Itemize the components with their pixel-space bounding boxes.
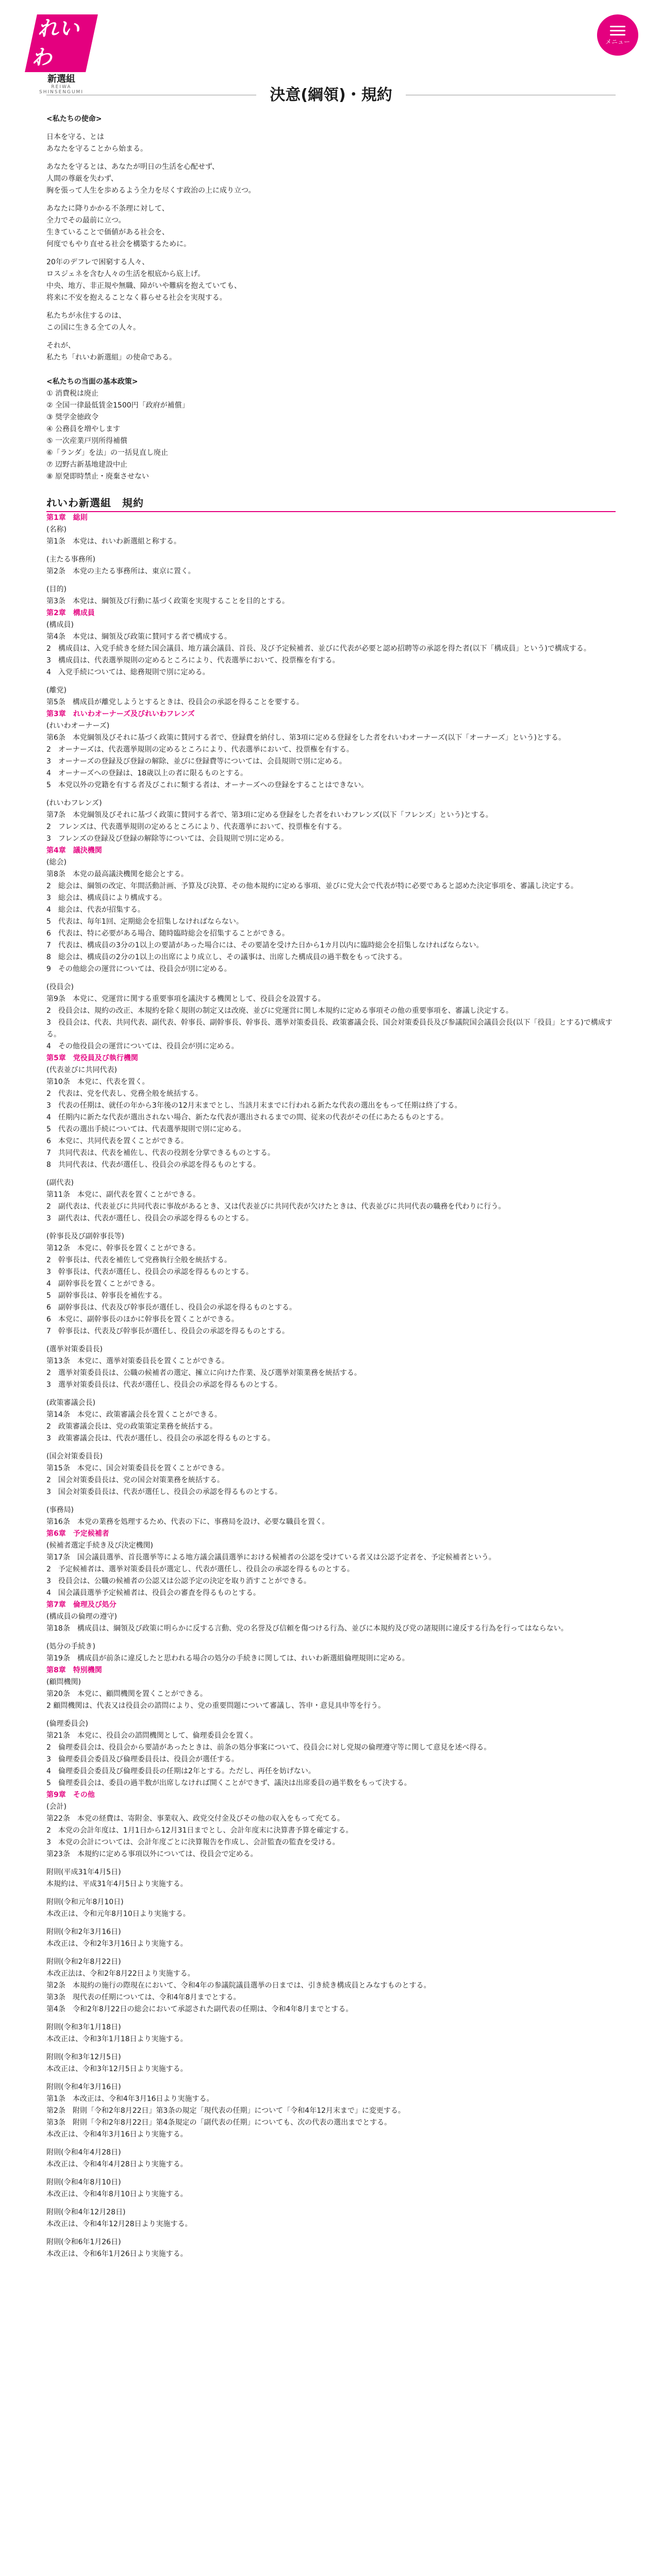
spacer	[46, 1890, 616, 1896]
article-line: 3 代表の任期は、就任の年から3年後の12月末までとし、当該月末までに行われる新たな代表の選出をもって任期は終了する。	[46, 1101, 462, 1110]
regulations-title: れいわ新選組 規約	[46, 497, 616, 512]
chapter-title: 第2章 構成員	[46, 609, 95, 617]
article-line: 3 幹事長は、代表が選任し、役員会の承認を得るものとする。	[46, 1268, 253, 1276]
article-line: (総会)	[46, 858, 67, 867]
article-line: 2 総会は、綱領の改定、年間活動計画、予算及び決算、その他本規約に定める事項、並びに党大会で代表が特に必要であると認めた決定事項を、審議し決定する。	[46, 882, 578, 890]
amendment-line: 本改正法は、令和2年8月22日より実施する。	[46, 1970, 195, 1978]
article-line: (副代表)	[46, 1179, 74, 1187]
mission-line: あなたを守ることから始まる。	[46, 145, 147, 153]
article-line: 第12条 本党に、幹事長を置くことができる。	[46, 1244, 200, 1252]
amendment-line: 第3条 現代表の任期については、令和4年8月までとする。	[46, 1993, 241, 2002]
article-line: 3 政策審議会長は、代表が選任し、役員会の承認を得るものとする。	[46, 1434, 275, 1443]
amendment-line: 本改正は、令和元年8月10日より実施する。	[46, 1910, 190, 1918]
amendment-line: 第4条 令和2年8月22日の総会において承認された副代表の任期は、令和4年8月までとする。	[46, 2005, 353, 2013]
article-line: 5 倫理委員会は、委員の過半数が出席しなければ開くことができず、議決は出席委員の過半数をもって決する。	[46, 1779, 411, 1787]
mission-line: 中央、地方、非正規や無職、障がいや難病を抱えていても、	[46, 282, 241, 290]
mission-line: 人間の尊厳を失わず、	[46, 175, 118, 183]
article-line: (選挙対策委員長)	[46, 1345, 103, 1353]
article-line: 5 本党以外の党籍を有する者及びこれに類する者は、オーナーズへの登録をすることはできない。	[46, 781, 369, 789]
article-line: (目的)	[46, 585, 67, 594]
article-line: 3 国会対策委員長は、代表が選任し、役員会の承認を得るものとする。	[46, 1488, 282, 1496]
policy-item: ② 全国一律最低賃金1500円「政府が補償」	[46, 401, 189, 410]
article-line: 8 総会は、構成員の2分の1以上の出席により成立し、その議事は、出席した構成員の過半数をもって決する。	[46, 953, 407, 961]
hamburger-icon	[610, 26, 625, 36]
spacer	[46, 1337, 616, 1344]
article-line: (顧問機関)	[46, 1678, 81, 1686]
chapter-title: 第4章 議決機関	[46, 846, 102, 855]
article-line: 第13条 本党に、選挙対策委員長を置くことができる。	[46, 1357, 229, 1365]
article-line: (役員会)	[46, 983, 74, 991]
article-line: (事務局)	[46, 1506, 74, 1514]
article-line: 7 幹事長は、代表及び幹事長が選任し、役員会の承認を得るものとする。	[46, 1327, 289, 1335]
amendment-heading: 附則(令和3年1月18日)	[46, 2023, 121, 2031]
amendment-heading: 附則(令和3年12月5日)	[46, 2053, 121, 2061]
article-line: 6 副幹事長は、代表及び幹事長が選任し、役員会の承認を得るものとする。	[46, 1303, 296, 1312]
policy-item: ⑥「ランダ」を法」の一括見直し廃止	[46, 449, 168, 457]
article-line: 3 選挙対策委員長は、代表が選任し、役員会の承認を得るものとする。	[46, 1381, 282, 1389]
spacer	[46, 125, 616, 131]
article-line: 9 その他総会の運営については、役員会が別に定める。	[46, 965, 231, 973]
amendment-line: 本改正は、令和4年8月10日より実施する。	[46, 2190, 188, 2198]
mission-line: 20年のデフレで困窮する人々、	[46, 258, 150, 266]
article-line: 2 本党の会計年度は、1月1日から12月31日までとし、会計年度末に決算書予算を確定する。	[46, 1826, 353, 1835]
article-line: (候補者選定手続き及び決定機関)	[46, 1541, 153, 1550]
amendment-line: 本改正は、令和4年12月28日より実施する。	[46, 2220, 192, 2228]
spacer	[46, 2075, 616, 2081]
article-line: 2 顧問機関は、代表又は役員会の諮問により、党の重要問題について審議し、答申・意見具申等を行う。	[46, 1702, 386, 1710]
amendment-line: 第3条 附則「令和2年8月22日」第4条規定の「副代表の任期」についても、次の代表の選出までとする。	[46, 2119, 392, 2127]
spacer	[46, 304, 616, 310]
spacer	[46, 2230, 616, 2236]
article-line: (幹事長及び副幹事長等)	[46, 1232, 124, 1241]
amendment-heading: 附則(令和4年4月28日)	[46, 2148, 121, 2157]
article-line: 7 共同代表は、代表を補佐し、代表の役割を分掌できるものとする。	[46, 1149, 275, 1157]
article-line: (れいわフレンズ)	[46, 799, 102, 807]
mission-line: 将来に不安を抱えることなく暮らせる社会を実現する。	[46, 294, 227, 302]
spacer	[46, 791, 616, 798]
mission-line: 日本を守る、とは	[46, 133, 104, 141]
article-line: 3 役員会は、代表、共同代表、副代表、幹事長、副幹事長、幹事長、選挙対策委員長、政策審議会長、国会対策委員長及び参議院国会議員会長(以下「役員」とする)で構成する。	[46, 1019, 613, 1039]
article-line: 2 構成員は、入党手続きを経た国会議員、地方議会議員、首長、及び予定候補者、並びに代表が必要と認め招聘等の承認を得た者(以下「構成員」という)で構成する。	[46, 645, 591, 653]
article-line: 第6条 本党綱領及びそれに基づく政策に賛同する者で、登録費を納付し、第3項に定める登録をした者をれいわオーナーズ(以下「オーナーズ」という)とする。	[46, 734, 566, 742]
article-line: 4 国会議員選挙予定候補者は、役員会の審査を得るものとする。	[46, 1589, 260, 1597]
mission-line: 私たちが永住するのは、	[46, 312, 126, 320]
article-line: 第1条 本党は、れいわ新選組と称する。	[46, 537, 181, 546]
policy-item: ④ 公務員を増やします	[46, 425, 121, 433]
mission-line: 全力でその最前に立つ。	[46, 216, 126, 225]
article-line: 4 その他役員会の運営については、役員会が別に定める。	[46, 1042, 239, 1050]
article-line: 第10条 本党に、代表を置く。	[46, 1078, 150, 1086]
article-line: (れいわオーナーズ)	[46, 722, 110, 730]
spacer	[46, 1171, 616, 1177]
article-line: (国会対策委員長)	[46, 1452, 103, 1461]
amendment-line: 第2条 附則「令和2年8月22日」第3条の規定「現代表の任期」について「令和4年12月末まで」に変更する。	[46, 2107, 405, 2115]
mission-line: 胸を張って人生を歩めるよう全力を尽くす政治の上に成り立つ。	[46, 187, 256, 195]
amendment-heading: 附則(令和6年1月26日)	[46, 2238, 121, 2246]
amendment-history	[46, 1867, 616, 2266]
article-line: (離党)	[46, 686, 67, 694]
amendment-heading: 附則(令和4年12月28日)	[46, 2208, 126, 2216]
spacer	[46, 578, 616, 584]
article-line: 2 国会対策委員長は、党の国会対策業務を統括する。	[46, 1476, 224, 1484]
article-line: (政策審議会長)	[46, 1399, 95, 1407]
article-line: 第4条 本党は、綱領及び政策に賛同する者で構成する。	[46, 633, 231, 641]
article-line: 第9条 本党に、党運営に関する重要事項を議決する機関として、役員会を設置する。	[46, 995, 325, 1003]
spacer	[46, 250, 616, 257]
article-line: 4 任期内に新たな代表が選出されない場合、新たな代表が選出されるまでの間、従来の代表がその任にあたるものとする。	[46, 1113, 448, 1122]
article-line: (構成員の倫理の遵守)	[46, 1613, 117, 1621]
article-line: 5 代表の選出手続については、代表選挙規則で別に定める。	[46, 1125, 246, 1133]
menu-label: メニュー	[605, 38, 630, 45]
article-line: 第18条 構成員は、綱領及び政策に明らかに反する言動、党の名誉及び信頼を傷つける行為、並びに本規約及び党の諸規則に違反する行為を行ってはならない。	[46, 1624, 568, 1633]
policy-list	[46, 388, 616, 483]
article-line: 3 倫理委員会委員及び倫理委員長は、役員会が選任する。	[46, 1755, 239, 1764]
article-line: 2 倫理委員会は、役員会から要請があったときは、前条の処分事案について、役員会に対し党規の倫理遵守等に関して意見を述べ得る。	[46, 1743, 491, 1752]
policy-item: ⑦ 辺野古新基地建設中止	[46, 461, 128, 469]
amendment-heading: 附則(令和元年8月10日)	[46, 1898, 124, 1906]
spacer	[46, 334, 616, 340]
article-line: (代表並びに共同代表)	[46, 1066, 117, 1074]
mission-line: ロスジェネを含む人々の生活を根底から底上げ。	[46, 270, 205, 278]
spacer	[46, 197, 616, 203]
article-line: 6 本党に、副幹事長のほかに幹事長を置くことができる。	[46, 1315, 239, 1324]
mission-text	[46, 125, 616, 364]
spacer	[46, 1445, 616, 1451]
article-line: 3 フレンズの登録及び登録の解除等については、会員規則で別に定める。	[46, 835, 289, 843]
amendment-line: 本改正は、令和3年1月18日より実施する。	[46, 2035, 188, 2043]
article-line: 第21条 本党に、役員会の諮問機関として、倫理委員会を置く。	[46, 1732, 258, 1740]
article-line: 第22条 本党の経費は、寄附金、事業収入、政党交付金及びその他の収入をもって充てる。	[46, 1815, 344, 1823]
article-line: 4 副幹事長を置くことができる。	[46, 1280, 159, 1288]
mission-line: 生きていることで価値がある社会を、	[46, 228, 169, 236]
article-line: 2 副代表は、代表並びに共同代表に事故があるとき、又は代表並びに共同代表が欠けたときは、代表並びに共同代表の職務を代わりに行う。	[46, 1202, 506, 1211]
spacer	[46, 975, 616, 981]
article-line: 第15条 本党に、国会対策委員長を置くことができる。	[46, 1464, 229, 1472]
chapter-title: 第7章 倫理及び処分	[46, 1601, 117, 1609]
policies-heading: <私たちの当面の基本政策>	[46, 378, 138, 386]
main-content	[0, 113, 662, 2266]
amendment-line: 本改正は、令和4年3月16日より実施する。	[46, 2130, 188, 2139]
article-line: 8 共同代表は、代表が選任し、役員会の承認を得るものとする。	[46, 1161, 260, 1169]
article-line: 第17条 国会議員選挙、首長選挙等による地方議会議員選挙における候補者の公認を受けている者又は公認予定者を、予定候補者という。	[46, 1553, 496, 1562]
article-line: 3 オーナーズの登録及び登録の解除、並びに登録費等については、会員規則で別に定める。	[46, 757, 346, 766]
article-line: 3 本党の会計については、会計年度ごとに決算報告を作成し、会計監査の監査を受ける。	[46, 1838, 340, 1846]
spacer	[46, 1950, 616, 1956]
article-line: (会計)	[46, 1803, 67, 1811]
mission-line: あなたに降りかかる不条理に対して、	[46, 205, 169, 213]
logo-text-reiwa: れいわ	[25, 14, 98, 72]
menu-button[interactable]	[597, 14, 638, 56]
amendment-line: 本改正は、令和2年3月16日より実施する。	[46, 1940, 188, 1948]
article-line: 6 本党に、共同代表を置くことができる。	[46, 1137, 188, 1145]
mission-line: それが、	[46, 342, 75, 350]
policy-item: ③ 奨学金徳政令	[46, 413, 99, 421]
article-line: 第5条 構成員が離党しようとするときは、役員会の承認を得ることを要する。	[46, 698, 304, 706]
mission-line: あなたを守るとは、あなたが明日の生活を心配せず、	[46, 163, 219, 171]
amendment-heading: 附則(令和4年8月10日)	[46, 2178, 121, 2187]
amendment-heading: 附則(平成31年4月5日)	[46, 1868, 121, 1876]
amendment-line: 本改正は、令和4年4月28日より実施する。	[46, 2160, 188, 2168]
article-line: 5 代表は、毎年1回、定期総会を招集しなければならない。	[46, 918, 243, 926]
article-line: 4 入党手続については、総務規則で別に定める。	[46, 668, 210, 676]
spacer	[46, 1712, 616, 1718]
article-line: 第3条 本党は、綱領及び行動に基づく政策を実現することを目的とする。	[46, 597, 289, 605]
article-line: 3 構成員は、代表選挙規則の定めるところにより、代表選挙において、投票権を有する。	[46, 656, 340, 665]
article-line: 2 選挙対策委員長は、公職の候補者の選定、擁立に向けた作業、及び選挙対策業務を統括する。	[46, 1369, 361, 1377]
article-line: 2 役員会は、規約の改正、本規約を除く規則の制定又は改廃、並びに党運営に関し本規約に定める事項その他の重要事項を、審議し決定する。	[46, 1007, 513, 1015]
spacer	[46, 2171, 616, 2177]
spacer	[46, 2141, 616, 2147]
chapter-title: 第6章 予定候補者	[46, 1530, 109, 1538]
article-line: 第23条 本規約に定める事項以外については、役員会で定める。	[46, 1850, 258, 1858]
article-line: 第19条 構成員が前条に違反したと思われる場合の処分の手続きに関しては、れいわ新選組倫理規則に定める。	[46, 1654, 409, 1663]
chapter-title: 第5章 党役員及び執行機関	[46, 1054, 138, 1062]
article-line: 3 役員会は、公職の候補者の公認又は公認予定の決定を取り消すことができる。	[46, 1577, 311, 1585]
amendment-heading: 附則(令和2年8月22日)	[46, 1958, 121, 1966]
article-line: 4 オーナーズへの登録は、18歳以上の者に限るものとする。	[46, 769, 248, 777]
article-line: 3 副代表は、代表が選任し、役員会の承認を得るものとする。	[46, 1214, 253, 1223]
reiwa-logo[interactable]	[30, 14, 92, 95]
logo-text-shinsengumi: 新選組	[47, 74, 75, 84]
amendment-line: 本改正は、令和6年1月26日より実施する。	[46, 2250, 188, 2258]
article-line: 第16条 本党の業務を処理するため、代表の下に、事務局を設け、必要な職員を置く。	[46, 1518, 329, 1526]
amendment-heading: 附則(令和2年3月16日)	[46, 1928, 121, 1936]
spacer	[46, 1391, 616, 1397]
regulations-body	[46, 512, 616, 1860]
article-line: 3 総会は、構成員により構成する。	[46, 894, 167, 902]
spacer	[46, 155, 616, 161]
amendment-line: 本改正は、令和3年12月5日より実施する。	[46, 2065, 188, 2073]
article-line: 第8条 本党の最高議決機関を総会とする。	[46, 870, 188, 878]
mission-heading: <私たちの使命>	[46, 115, 102, 123]
spacer	[46, 1225, 616, 1231]
logo-subtext: REIWA SHINSENGUMI	[39, 84, 84, 95]
article-line: 第14条 本党に、政策審議会長を置くことができる。	[46, 1411, 222, 1419]
spacer	[46, 679, 616, 685]
policy-item: ⑤ 一次産業戸別所得補償	[46, 437, 128, 445]
spacer	[46, 2260, 616, 2266]
article-line: (倫理委員会)	[46, 1720, 88, 1728]
article-line: 2 フレンズは、代表選挙規則の定めるところにより、代表選挙において、投票権を有する。	[46, 823, 346, 831]
article-line: 5 副幹事長は、幹事長を補佐する。	[46, 1292, 167, 1300]
article-line: (構成員)	[46, 621, 74, 629]
spacer	[46, 548, 616, 554]
article-line: 4 倫理委員会委員及び倫理委員長の任期は2年とする。ただし、再任を妨げない。	[46, 1767, 316, 1775]
article-line: (処分の手続き)	[46, 1642, 95, 1651]
article-line: (主たる事務所)	[46, 555, 95, 564]
article-line: 6 代表は、特に必要がある場合、随時臨時総会を招集することができる。	[46, 929, 289, 938]
article-line: 2 予定候補者は、選挙対策委員長が選定し、代表が選任し、役員会の承認を得るものとする。	[46, 1565, 354, 1573]
chapter-title: 第8章 特別機関	[46, 1666, 102, 1674]
article-line: 2 代表は、党を代表し、党務全般を統括する。	[46, 1090, 203, 1098]
article-line: 2 オーナーズは、代表選挙規則の定めるところにより、代表選挙において、投票権を有する。	[46, 745, 354, 754]
spacer	[46, 1920, 616, 1926]
amendment-line: 第2条 本規約の施行の際現在において、令和4年の参議院議員選挙の日までは、引き続き構成員とみなすものとする。	[46, 1981, 431, 1990]
policy-item: ① 消費税は廃止	[46, 389, 99, 398]
article-line: 第2条 本党の主たる事務所は、東京に置く。	[46, 567, 195, 575]
article-line: 4 総会は、代表が招集する。	[46, 906, 145, 914]
article-line: 第11条 本党に、副代表を置くことができる。	[46, 1191, 200, 1199]
policy-item: ⑧ 原発即時禁止・廃棄させない	[46, 472, 150, 481]
spacer	[46, 2200, 616, 2207]
chapter-title: 第1章 総則	[46, 514, 88, 522]
article-line: 7 代表は、構成員の3分の1以上の要請があった場合には、その要請を受けた日から1カ月以内に臨時総会を招集しなければならない。	[46, 941, 484, 950]
article-line: 2 政策審議会長は、党の政策策定業務を統括する。	[46, 1422, 217, 1431]
page-title-bar	[46, 77, 616, 113]
spacer	[46, 2045, 616, 2052]
article-line: 第7条 本党綱領及びそれに基づく政策に賛同する者で、第3項に定める登録をした者をれいわフレンズ(以下「フレンズ」という)とする。	[46, 811, 493, 819]
article-line: (名称)	[46, 526, 67, 534]
mission-line: この国に生きる全ての人々。	[46, 324, 140, 332]
amendment-line: 第1条 本改正は、令和4年3月16日より実施する。	[46, 2095, 214, 2103]
page-title: 決意(綱領)・規約	[256, 77, 405, 113]
spacer	[46, 1635, 616, 1641]
mission-line: 何度でもやり直せる社会を構築するために。	[46, 240, 191, 248]
chapter-title: 第3章 れいわオーナーズ及びれいわフレンズ	[46, 710, 195, 718]
mission-line: 私たち「れいわ新選組」の使命である。	[46, 353, 176, 362]
article-line: 2 幹事長は、代表を補佐して党務執行全般を統括する。	[46, 1256, 231, 1264]
amendment-heading: 附則(令和4年3月16日)	[46, 2083, 121, 2091]
article-line: 第20条 本党に、顧問機関を置くことができる。	[46, 1690, 207, 1698]
amendment-line: 本規約は、平成31年4月5日より実施する。	[46, 1880, 188, 1888]
chapter-title: 第9章 その他	[46, 1791, 95, 1799]
spacer	[46, 2015, 616, 2022]
spacer	[46, 1498, 616, 1504]
